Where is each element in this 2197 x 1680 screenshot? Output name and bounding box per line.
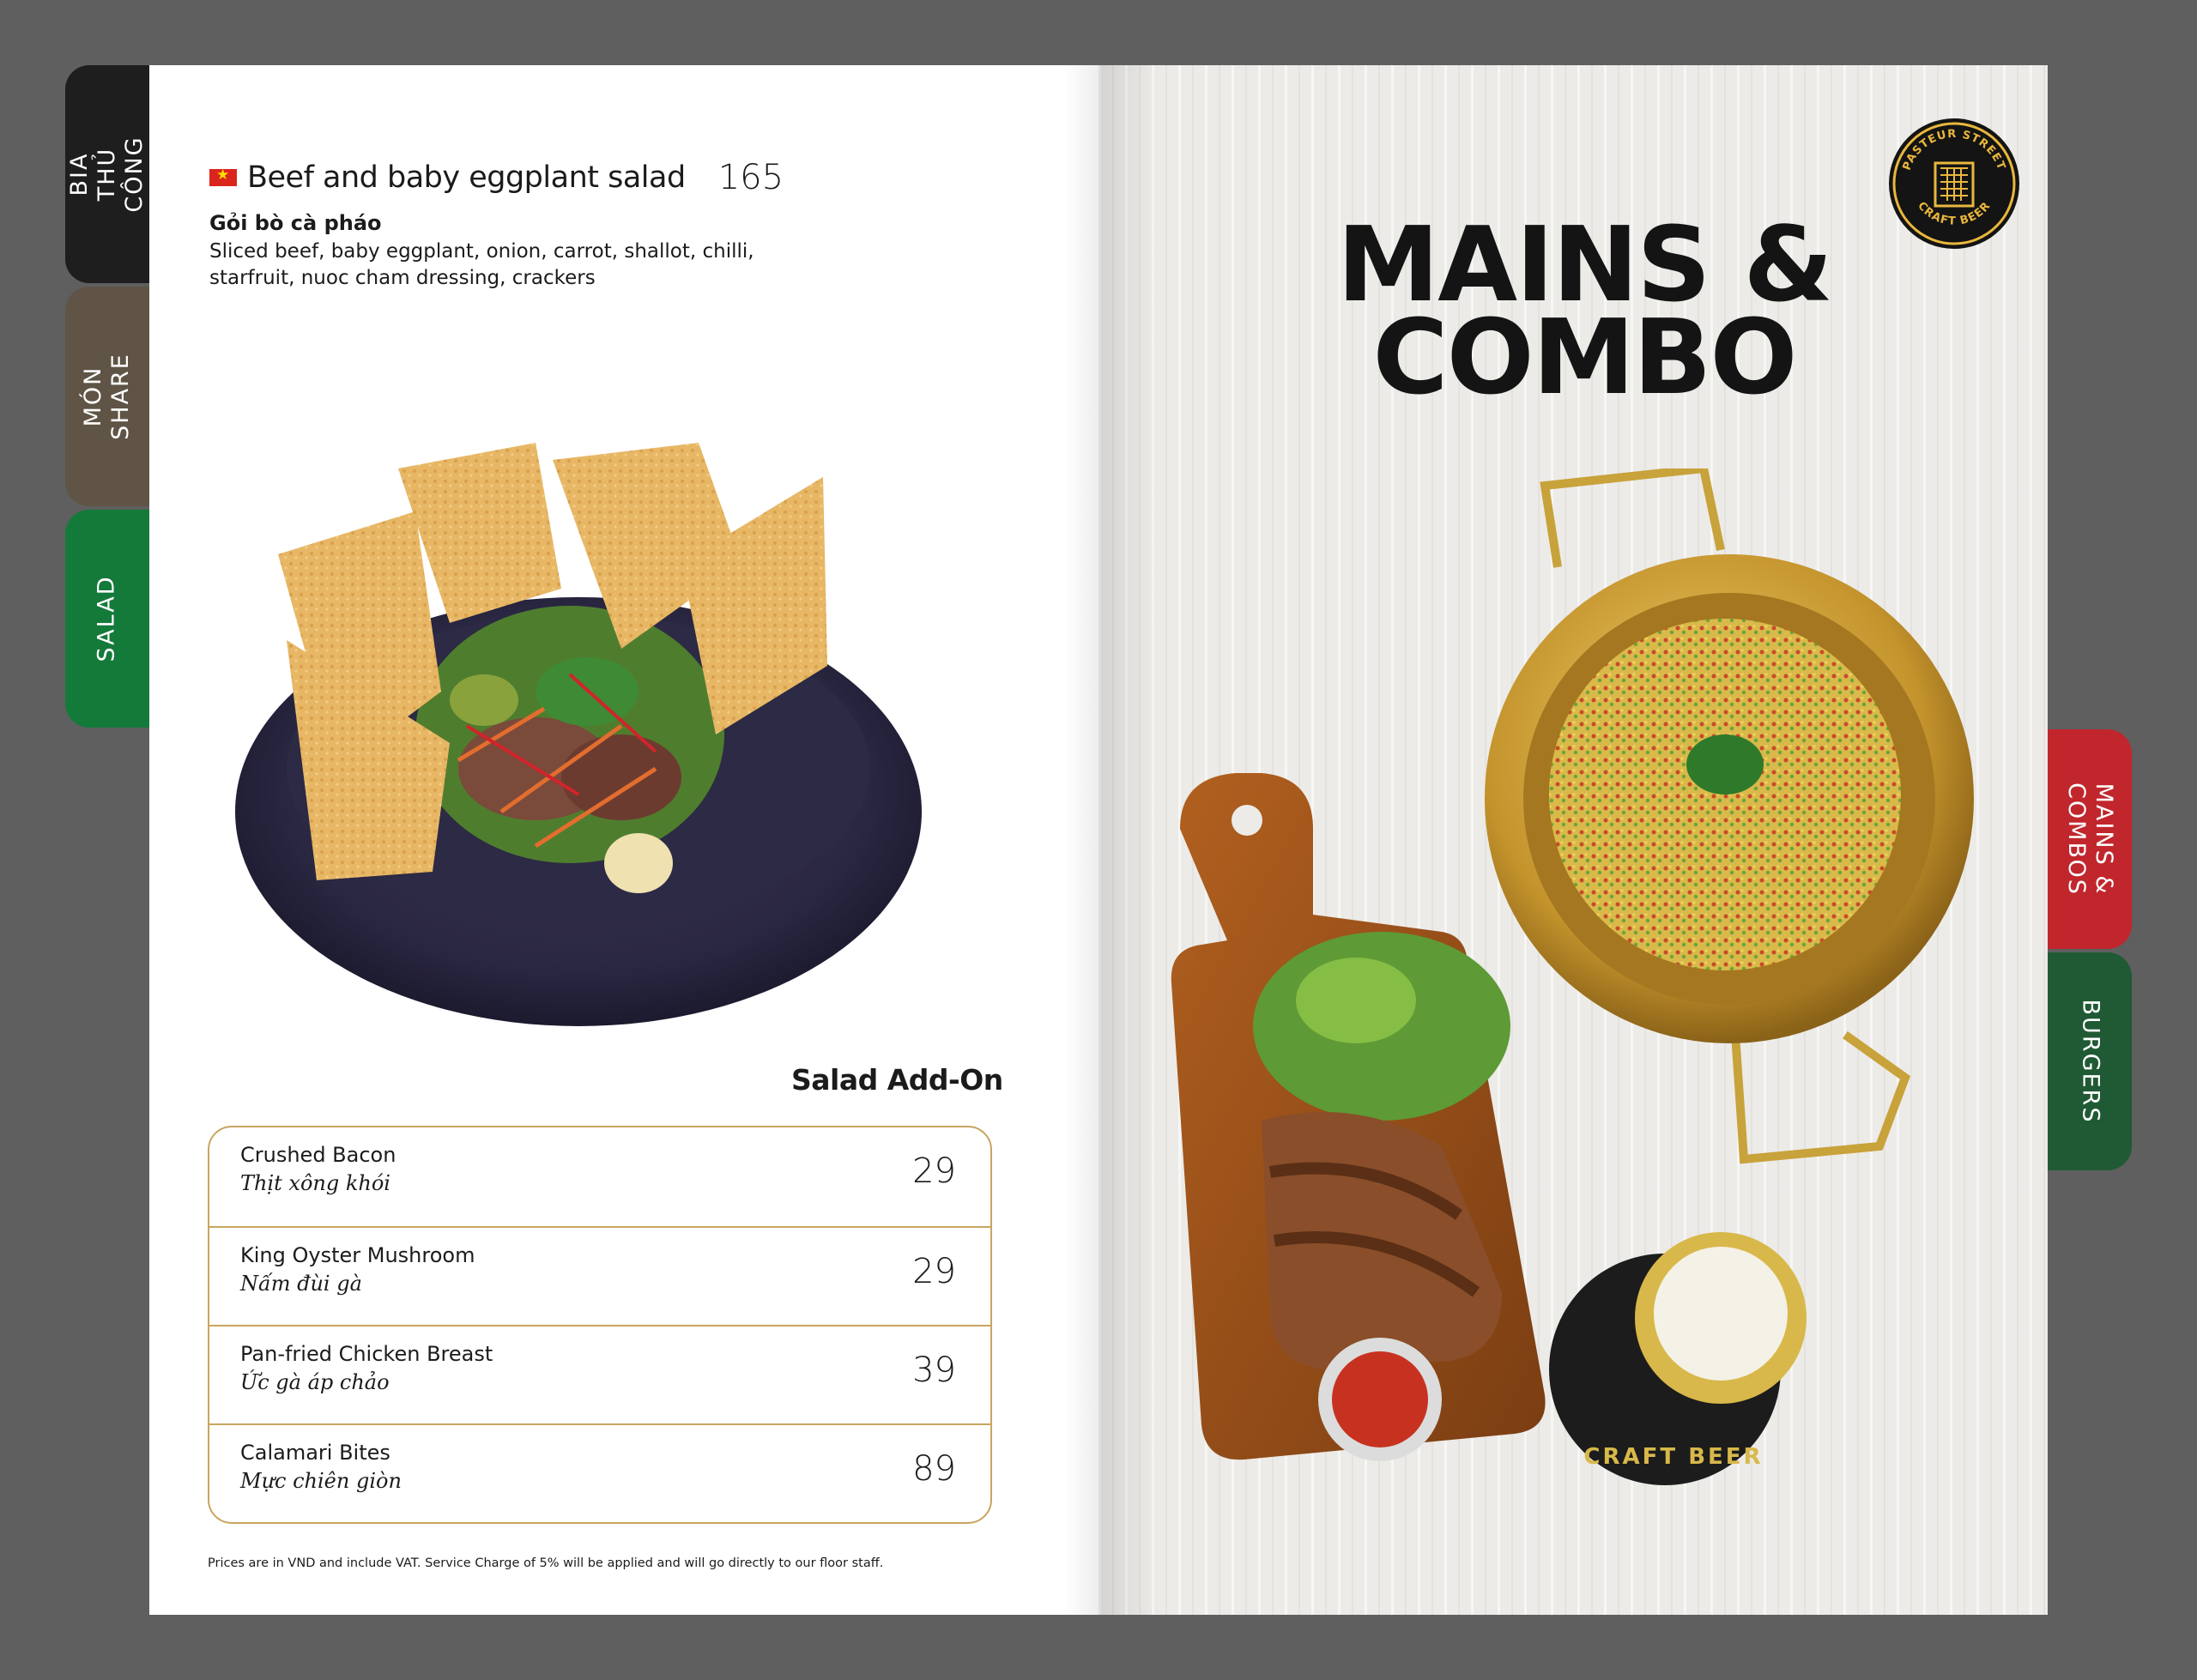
addon-row [209,1325,990,1423]
dish-local-name: Gỏi bò cà pháo [209,211,382,235]
vietnam-flag-icon [209,169,237,186]
addon-name: Pan-fried Chicken Breast [240,1342,493,1366]
tab-salad[interactable] [65,510,149,728]
addon-price: 39 [912,1351,956,1390]
tab-mains-combos[interactable] [2048,729,2132,949]
headline-line-2: COMBO [1372,299,1796,418]
addon-row [209,1226,990,1325]
tab-bia-thu-cong[interactable] [65,65,149,283]
tab-label: SALAD [94,575,121,662]
addon-title: Salad Add-On [791,1063,1003,1097]
tab-burgers[interactable] [2048,952,2132,1170]
addon-local-name: Thịt xông khói [240,1171,390,1195]
tab-mon-share[interactable] [65,287,149,506]
addon-local-name: Mực chiên giòn [240,1469,402,1493]
addon-table [208,1126,992,1524]
addon-price: 89 [912,1449,956,1489]
section-headline [1318,206,1850,418]
right-page [1098,65,2048,1615]
tab-label: MÓN SHARE [80,353,135,440]
tab-label: MAINS & COMBOS [2063,783,2117,896]
dish-heading [209,158,784,197]
addon-price: 29 [912,1151,956,1191]
addon-row [209,1127,990,1226]
addon-local-name: Ức gà áp chảo [240,1370,390,1394]
dish-description: Sliced beef, baby eggplant, onion, carrot, shallot, chilli, starfruit, nuoc cham dressing, crackers [209,240,754,289]
tab-label: BURGERS [2077,999,2103,1124]
logo-top-text: PASTEUR STREET [1900,127,2008,172]
addon-local-name: Nấm đùi gà [240,1272,362,1296]
addon-name: Calamari Bites [240,1441,390,1465]
addon-name: Crushed Bacon [240,1143,396,1167]
addon-name: King Oyster Mushroom [240,1243,475,1267]
dish-price: 165 [717,158,784,197]
dish-name: Beef and baby eggplant salad [247,160,686,195]
tab-label: BIA THỦ CÔNG [66,136,148,213]
salad-bowl-photo [175,366,1016,1086]
addon-row [209,1423,990,1522]
mains-combo-photo [1098,468,2048,1615]
addon-price: 29 [912,1252,956,1291]
price-footnote: Prices are in VND and include VAT. Service Charge of 5% will be applied and will go directly to our floor staff. [208,1556,884,1570]
coaster-text: CRAFT BEER [1583,1444,1764,1470]
headline-line-1: MAINS & [1336,206,1832,325]
left-page [149,65,1098,1615]
logo-bottom-text: CRAFT BEER [1915,199,1994,228]
pasteur-street-logo [1885,115,2023,252]
